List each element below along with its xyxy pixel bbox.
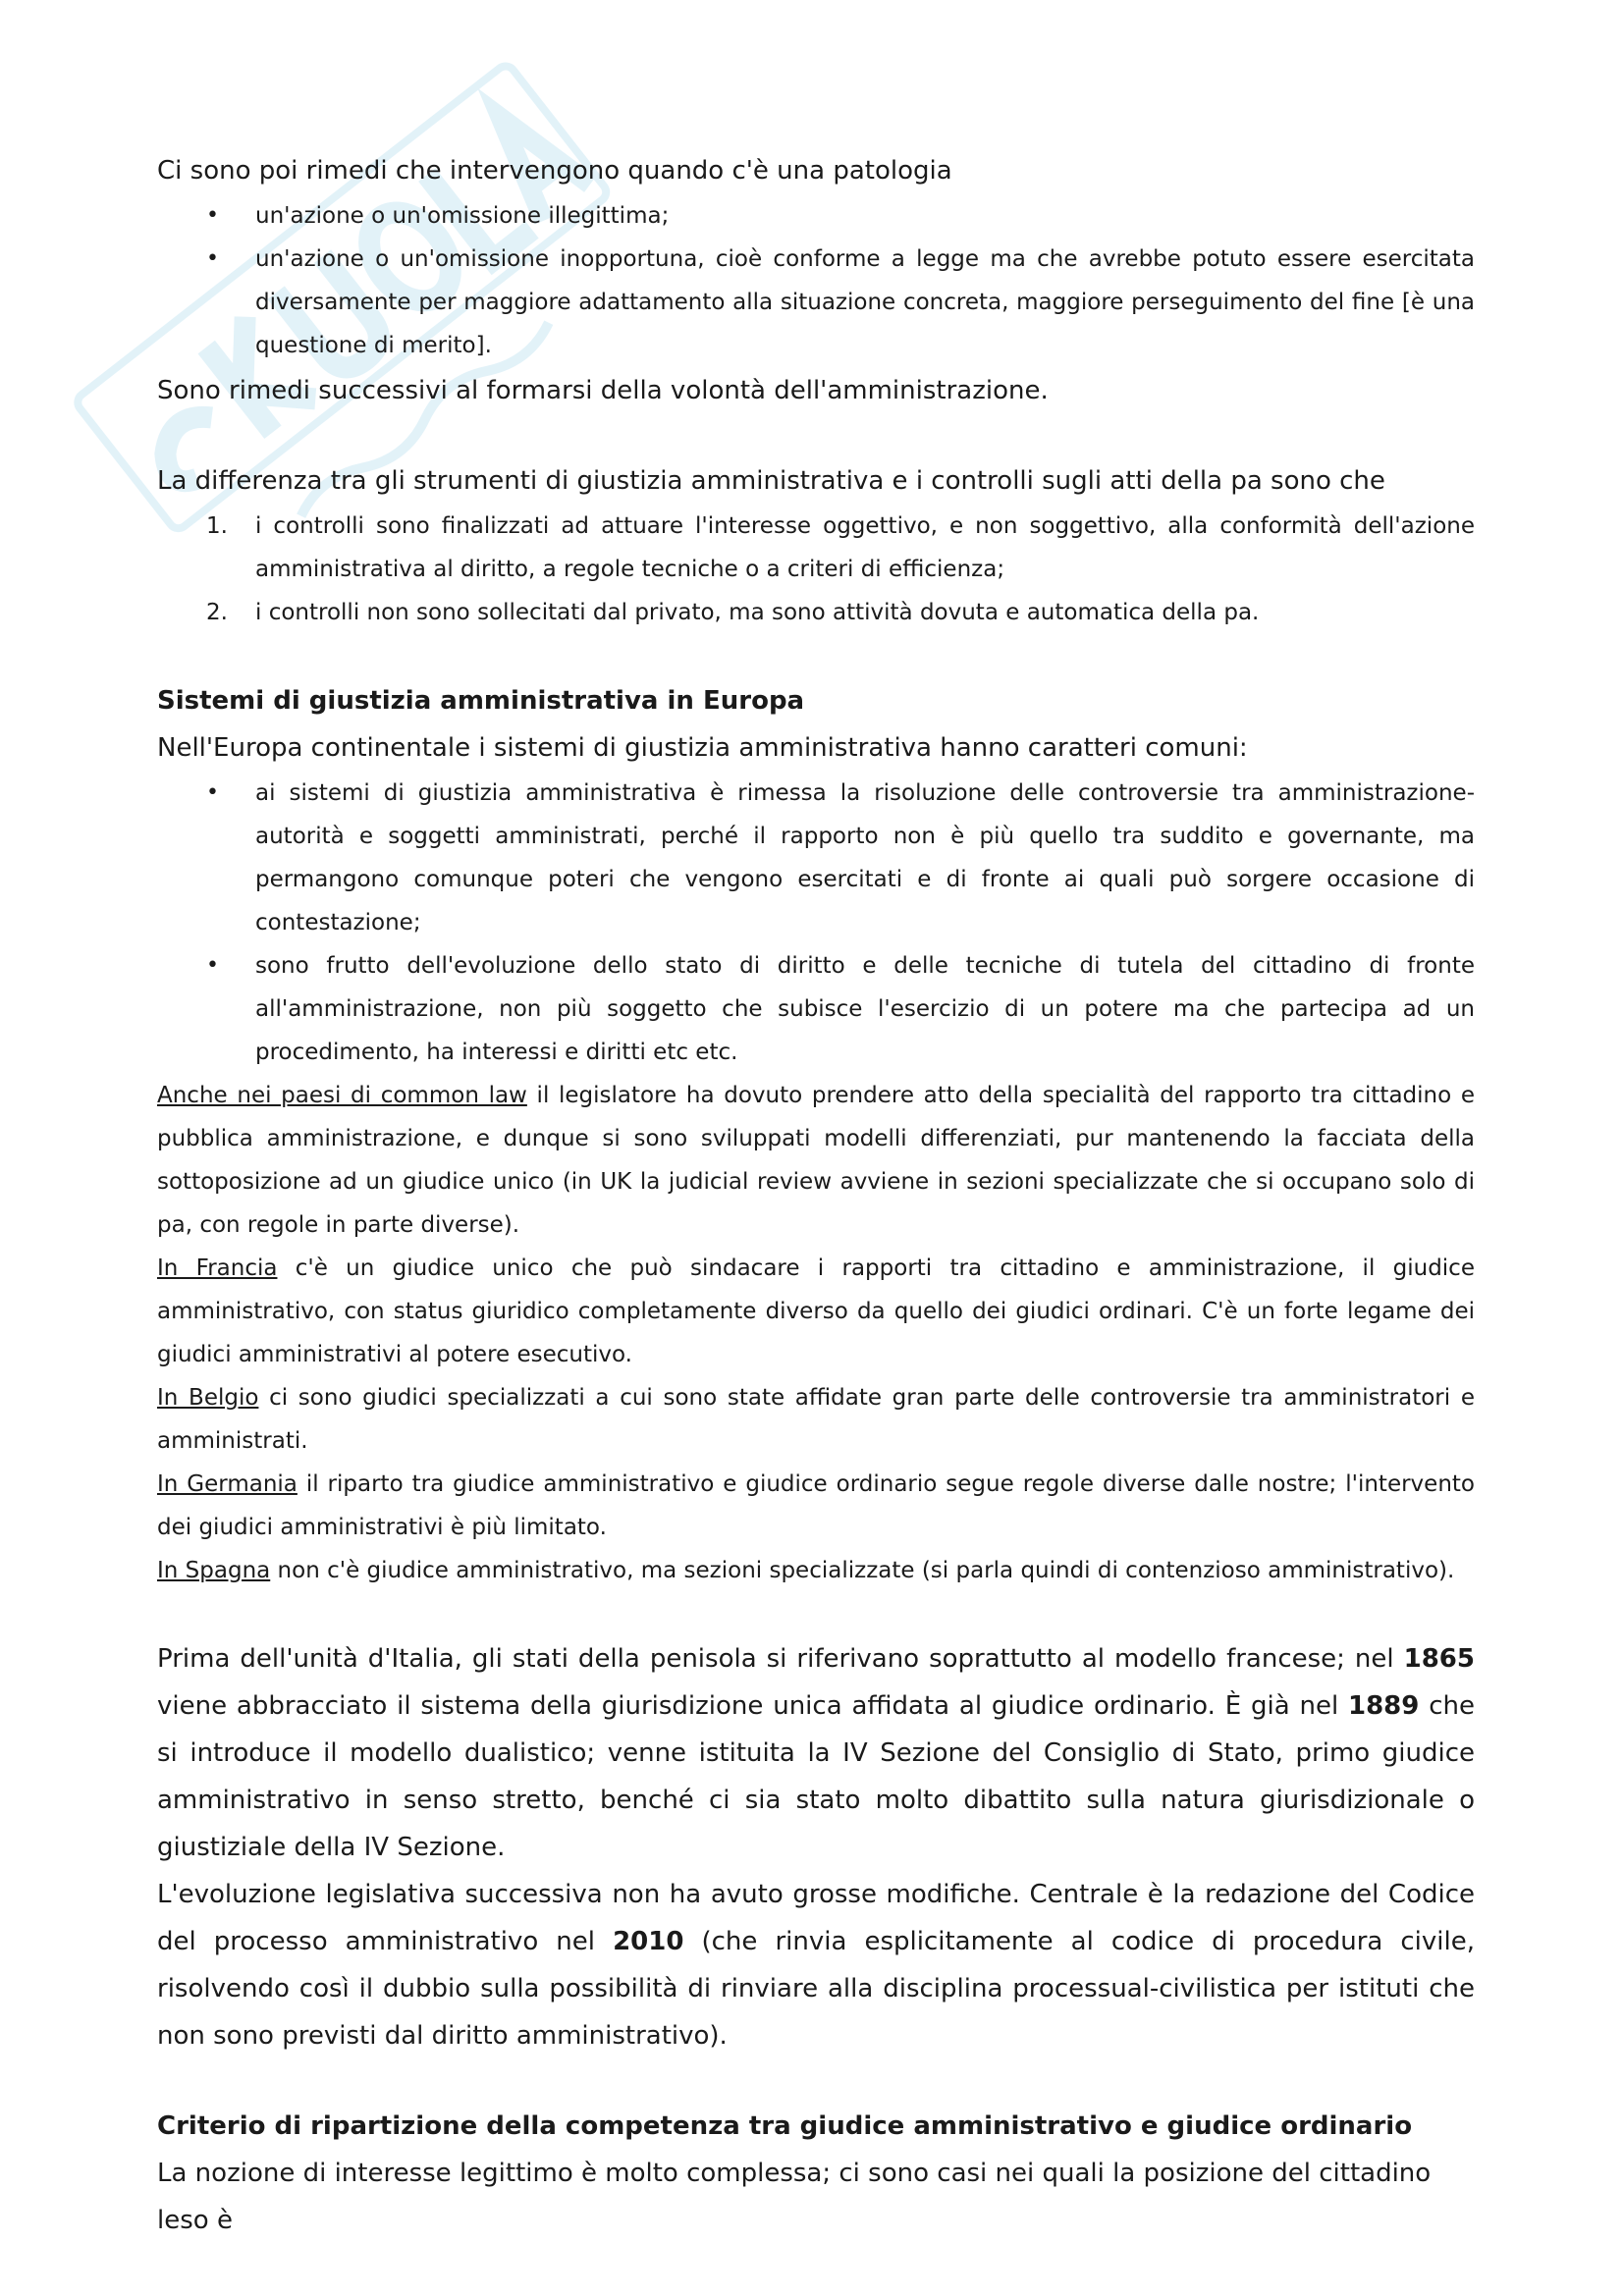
intro-bullet-list	[157, 194, 1475, 367]
list-item: • ai sistemi di giustizia amministrativa è rimessa la risoluzione delle controversie tra amministrazione-autorità e soggetti amministrati, perché il rapporto non è più quello tra suddito e governante, ma permangono comunque poteri che vengono esercitati e di fronte ai quali può sorgere occasione di contestazione;	[157, 772, 1475, 944]
section-heading-criterion: Criterio di ripartizione della competenza tra giudice amministrativo e giudice ordinario	[157, 2111, 1413, 2141]
bullet-icon: •	[206, 780, 219, 805]
bullet-icon: •	[206, 203, 219, 228]
criterion-line: La nozione di interesse legittimo è molto complessa; ci sono casi nei quali la posizione del cittadino leso è	[157, 2159, 1432, 2235]
europe-line: Nell'Europa continentale i sistemi di giustizia amministrativa hanno caratteri comuni:	[157, 733, 1248, 763]
list-item: • un'azione o un'omissione inopportuna, cioè conforme a legge ma che avrebbe potuto essere esercitata diversamente per maggiore adattamento alla situazione concreta, maggiore perseguimento del fine [è una questione di merito].	[157, 238, 1475, 367]
document-page	[157, 147, 1475, 2244]
year-2010: 2010	[613, 1927, 684, 1956]
bullet-icon: •	[206, 246, 219, 271]
list-item: 1. i controlli sono finalizzati ad attuare l'interesse oggettivo, e non soggettivo, alla conformità dell'azione amministrativa al diritto, a regole tecniche o a criteri di efficienza;	[157, 505, 1475, 591]
intro-line: Ci sono poi rimedi che intervengono quando c'è una patologia	[157, 156, 952, 186]
year-1865: 1865	[1403, 1644, 1475, 1674]
section-heading-europe: Sistemi di giustizia amministrativa in Europa	[157, 686, 805, 716]
italy-paragraph-1: Prima dell'unità d'Italia, gli stati della penisola si riferivano soprattutto al modello francese; nel 1865 viene abbracciato il sistema della giurisdizione unica affidata al giudice ordinario. È già nel 1889 che si introduce il modello dualistico; venne istituita la IV Sezione del Consiglio di Stato, primo giudice amministrativo in senso stretto, benché ci sia stato molto dibattito sulla natura giurisdizionale o giustiziale della IV Sezione.	[157, 1644, 1475, 1862]
country-paragraph-spain: In Spagna non c'è giudice amministrativo, ma sezioni specializzate (si parla quindi di contenzioso amministrativo).	[157, 1558, 1455, 1583]
bullet-icon: •	[206, 953, 219, 978]
difference-numbered-list	[157, 505, 1475, 634]
list-number: 2.	[206, 600, 228, 625]
europe-bullet-list	[157, 772, 1475, 1074]
list-item: • un'azione o un'omissione illegittima;	[157, 194, 1475, 238]
list-number: 1.	[206, 513, 228, 539]
country-paragraph-germany: In Germania il riparto tra giudice amministrativo e giudice ordinario segue regole diverse dalle nostre; l'intervento dei giudici amministrativi è più limitato.	[157, 1471, 1475, 1540]
year-1889: 1889	[1348, 1691, 1420, 1721]
intro-after: Sono rimedi successivi al formarsi della volontà dell'amministrazione.	[157, 376, 1049, 405]
list-item: 2. i controlli non sono sollecitati dal privato, ma sono attività dovuta e automatica della pa.	[157, 591, 1475, 634]
country-paragraph-france: In Francia c'è un giudice unico che può sindacare i rapporti tra cittadino e amministrazione, il giudice amministrativo, con status giuridico completamente diverso da quello dei giudici ordinari. C'è un forte legame dei giudici amministrativi al potere esecutivo.	[157, 1255, 1475, 1367]
italy-paragraph-2: L'evoluzione legislativa successiva non ha avuto grosse modifiche. Centrale è la redazione del Codice del processo amministrativo nel 2010 (che rinvia esplicitamente al codice di procedura civile, risolvendo così il dubbio sulla possibilità di rinviare alla disciplina processual-civilistica per istituti che non sono previsti dal diritto amministrativo).	[157, 1880, 1475, 2051]
list-item: • sono frutto dell'evoluzione dello stato di diritto e delle tecniche di tutela del cittadino di fronte all'amministrazione, non più soggetto che subisce l'esercizio di un potere ma che partecipa ad un procedimento, ha interessi e diritti etc etc.	[157, 944, 1475, 1074]
difference-line: La differenza tra gli strumenti di giustizia amministrativa e i controlli sugli atti della pa sono che	[157, 466, 1385, 496]
country-paragraph-common-law: Anche nei paesi di common law il legislatore ha dovuto prendere atto della specialità del rapporto tra cittadino e pubblica amministrazione, e dunque si sono sviluppati modelli differenziati, pur mantenendo la facciata della sottoposizione ad un giudice unico (in UK la judicial review avviene in sezioni specializzate che si occupano solo di pa, con regole in parte diverse).	[157, 1083, 1476, 1238]
country-paragraph-belgium: In Belgio ci sono giudici specializzati a cui sono state affidate gran parte delle controversie tra amministratori e amministrati.	[157, 1385, 1475, 1454]
